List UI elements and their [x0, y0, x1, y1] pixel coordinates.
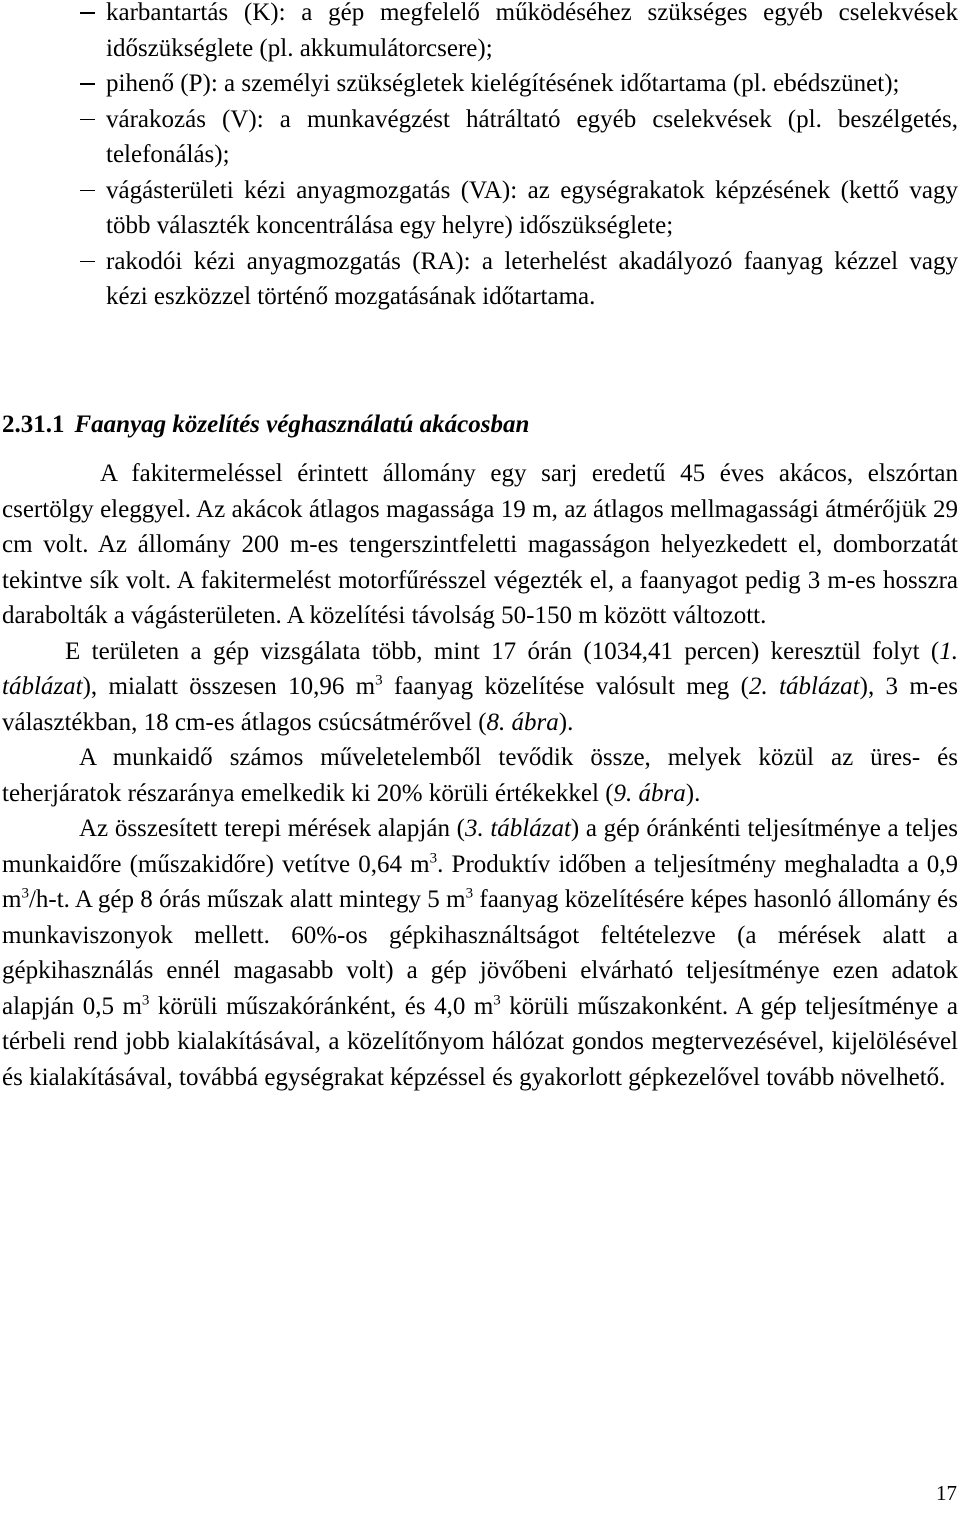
table-reference: 3. táblázat	[464, 815, 571, 842]
text-run: ), mialatt összesen 10,96 m	[82, 673, 376, 700]
text-run: /h-t. A gép 8 órás műszak alatt mintegy 5 m	[28, 886, 466, 913]
text-run: faanyag közelítése valósult meg (	[382, 673, 749, 700]
text-run: ).	[558, 708, 574, 736]
paragraph-performance	[2, 811, 958, 1095]
figure-reference: 8. ábra	[486, 708, 559, 736]
list-item	[0, 66, 960, 102]
list-item-text: pihenő (P): a személyi szükségletek kielégítésének időtartama (pl. ebédszünet);	[106, 70, 900, 97]
figure-reference: 9. ábra	[613, 779, 686, 807]
dash-bullet-icon	[80, 190, 95, 192]
list-item	[0, 102, 960, 173]
bullet-list	[0, 0, 960, 315]
list-item-text: vágásterületi kézi anyagmozgatás (VA): az egységrakatok képzésének (kettő vagy több választék koncentrálása egy helyre) időszükséglete;	[106, 176, 958, 239]
paragraph-work-time	[2, 740, 958, 811]
superscript: 3	[375, 672, 383, 689]
dash-bullet-icon	[80, 12, 95, 14]
paragraph-stand-description: A fakitermeléssel érintett állomány egy sarj eredetű 45 éves akácos, elszórtan csertölgy eleggyel. Az akácok átlagos magassága 19 m, az átlagos mellmagassági átmérőjük 29 cm volt. Az állomány 200 m-es tengerszintfeletti magasságon helyezkedett el, domborzatát tekintve sík volt. A fakitermelést motorfűrésszel végezték el, a faanyagot pedig 3 m-es hosszra darabolták a vágásterületen. A közelítési távolság 50-150 m között változott.	[2, 460, 958, 629]
text-run: körüli műszakóránként, és 4,0 m	[149, 992, 494, 1020]
list-item	[0, 244, 960, 315]
table-reference: 1. táblázat	[2, 637, 958, 700]
superscript: 3	[21, 885, 29, 902]
dash-bullet-icon	[80, 83, 95, 85]
text-run: körüli műszakonként. A gép teljesítménye a térbeli rend jobb kialakításával, a közelítőnyom hálózat gondos megtervezésével, kijelölésével és kialakításával, továbbá egységrakat képzéssel és gyakorlott gépkezelővel tovább növelhető.	[2, 992, 958, 1091]
section-title: Faanyag közelítés véghasználatú akácosban	[74, 411, 530, 438]
superscript: 3	[141, 992, 150, 1009]
text-run: ) a gép óránkénti teljesítménye a teljes munkaidőre (műszakidőre) vetítve 0,64 m	[2, 815, 958, 878]
text-run: faanyag közelítésére képes hasonló állomány és munkaviszonyok mellett. 60%-os gépkihasználtságot feltételezve (a mérések alatt a gépkihasználás ennél magasabb volt) a gép jövőbeni elvárható teljesítménye ezen adatok alapján 0,5 m	[2, 886, 958, 1020]
text-run: . Produktív időben a teljesítmény meghaladta a 0,9 m	[2, 850, 958, 913]
text-run: Az összesített terepi mérések alapján (	[79, 815, 465, 842]
list-item-text: várakozás (V): a munkavégzést hátráltató egyéb cselekvések (pl. beszélgetés, telefonálás);	[106, 105, 958, 168]
list-item	[0, 173, 960, 244]
dash-bullet-icon	[80, 119, 95, 121]
text-run: ), 3 m-es választékban, 18 cm-es átlagos csúcsátmérővel (	[2, 673, 959, 736]
superscript: 3	[465, 885, 474, 902]
table-reference: 2. táblázat	[748, 673, 860, 700]
list-item-text: karbantartás (K): a gép megfelelő működéséhez szükséges egyéb cselekvések időszükséglete (pl. akkumulátorcsere);	[106, 0, 958, 62]
superscript: 3	[429, 850, 438, 867]
dash-bullet-icon	[80, 261, 95, 263]
section-number: 2.31.1	[2, 411, 65, 438]
body-text	[2, 456, 958, 1095]
superscript: 3	[493, 992, 501, 1009]
text-run: E területen a gép vizsgálata több, mint 17 órán (1034,41 percen) keresztül folyt (	[65, 637, 940, 665]
page-number: 17	[936, 1481, 957, 1505]
list-item	[0, 0, 960, 66]
section-heading	[2, 407, 529, 443]
text-run: A munkaidő számos műveletelemből tevődik össze, melyek közül az üres- és teherjáratok részaránya emelkedik ki 20% körüli értékekkel (	[2, 744, 958, 807]
text-run: ).	[685, 779, 701, 807]
list-item-text: rakodói kézi anyagmozgatás (RA): a leterhelést akadályozó faanyag kézzel vagy kézi eszközzel történő mozgatásának időtartama.	[106, 247, 958, 310]
paragraph-measurement	[2, 634, 958, 741]
